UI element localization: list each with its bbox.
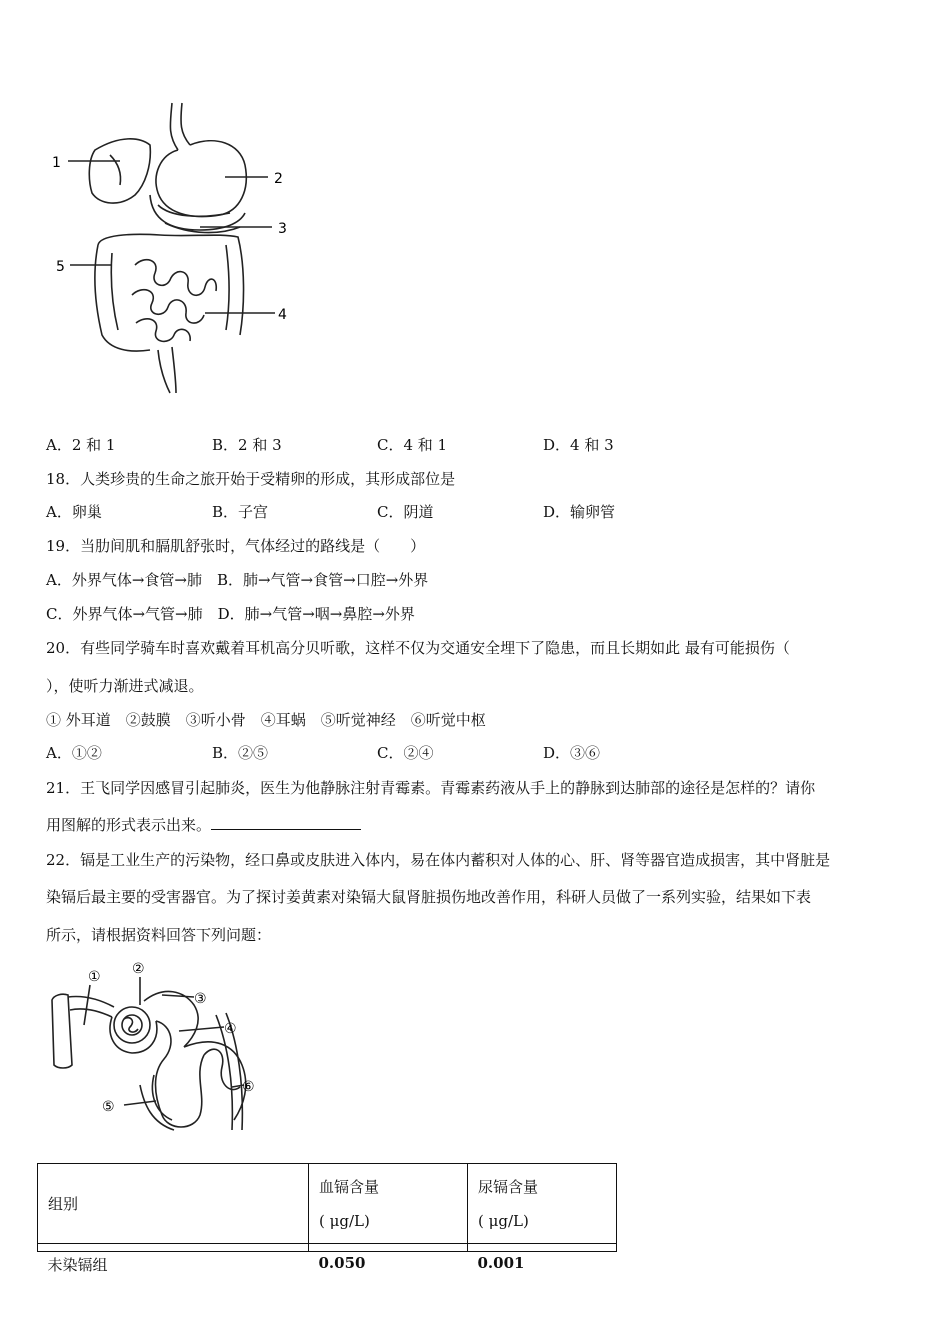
header-blood-label: 血镉含量 [319,1177,380,1196]
table-spacer-cell [38,1244,309,1252]
table-cell: 0.001 [477,1254,525,1272]
q17-option-b: B．2 和 3 [212,436,282,454]
figure2-label: ④ [224,1021,237,1037]
q18-option-b: B．子宫 [212,503,269,521]
q20-items: ① 外耳道 ②鼓膜 ③听小骨 ④耳蜗 ⑤听觉神经 ⑥听觉中枢 [46,711,486,729]
q17-option-a: A．2 和 1 [46,436,116,454]
table-header-cell [468,1164,617,1244]
figure1-label: 5 [56,259,65,275]
q20-option-a: A．①② [46,744,102,762]
table-spacer-row [38,1244,617,1252]
q21-stem-text: 用图解的形式表示出来。 [46,816,212,834]
q18-stem: 18．人类珍贵的生命之旅开始于受精卵的形成，其形成部位是 [46,470,456,488]
table-row [38,1252,617,1276]
q22-stem-line3: 所示，请根据资料回答下列问题： [46,926,272,944]
q20-option-c: C．②④ [377,744,434,762]
q17-option-d: D．4 和 3 [543,436,614,454]
header-blood-unit: ( μg/L) [319,1211,370,1230]
digestive-system-figure [40,95,300,405]
table-header-row [38,1164,617,1244]
answer-blank [211,815,361,830]
q21-stem-line1: 21．王飞同学因感冒引起肺炎，医生为他静脉注射青霉素。青霉素药液从手上的静脉到达肺部的途径是怎样的？请你 [46,779,816,797]
figure1-label: 1 [52,155,61,171]
q17-option-c: C．4 和 1 [377,436,448,454]
figure2-label: ① [88,969,101,985]
q20-option-b: B．②⑤ [212,744,269,762]
nephron-figure [44,955,264,1145]
q20-stem-line1: 20．有些同学骑车时喜欢戴着耳机高分贝听歌，这样不仅为交通安全埋下了隐患，而且长期如此 最有可能损伤（ [46,639,790,657]
q21-stem-line2 [46,815,361,835]
figure2-label: ⑤ [102,1099,115,1115]
q20-stem-line2: ），使听力渐进式减退。 [46,677,204,695]
figure2-label: ③ [194,991,207,1007]
header-urine-unit: ( μg/L) [478,1211,529,1230]
figure2-label: ② [132,961,145,977]
q19-options-row1: A．外界气体→食管→肺 B．肺→气管→食管→口腔→外界 [46,571,429,589]
header-urine-label: 尿镉含量 [478,1177,539,1196]
figure1-label: 3 [278,221,287,237]
cadmium-table [37,1163,617,1275]
q19-options-row2: C．外界气体→气管→肺 D．肺→气管→咽→鼻腔→外界 [46,605,415,623]
figure2-label: ⑥ [242,1079,255,1095]
q18-option-a: A．卵巢 [46,503,102,521]
q18-option-c: C．阴道 [377,503,434,521]
table-spacer-cell [309,1244,468,1252]
table-cell: 未染镉组 [47,1256,108,1274]
q22-stem-line2: 染镉后最主要的受害器官。为了探讨姜黄素对染镉大鼠肾脏损伤地改善作用，科研人员做了一系列实验，结果如下表 [46,888,812,906]
q22-stem-line1: 22．镉是工业生产的污染物，经口鼻或皮肤进入体内，易在体内蓄积对人体的心、肝、肾等器官造成损害，其中肾脏是 [46,851,831,869]
table-spacer-cell [468,1244,617,1252]
q18-option-d: D．输卵管 [543,503,616,521]
figure1-label: 2 [274,171,283,187]
table-header-cell [309,1164,468,1244]
table-cell: 0.050 [318,1254,366,1272]
q19-stem: 19．当肋间肌和膈肌舒张时，气体经过的路线是（ ） [46,537,426,555]
q20-option-d: D．③⑥ [543,744,601,762]
table-header-cell: 组别 [38,1164,309,1244]
figure1-label: 4 [278,307,287,323]
